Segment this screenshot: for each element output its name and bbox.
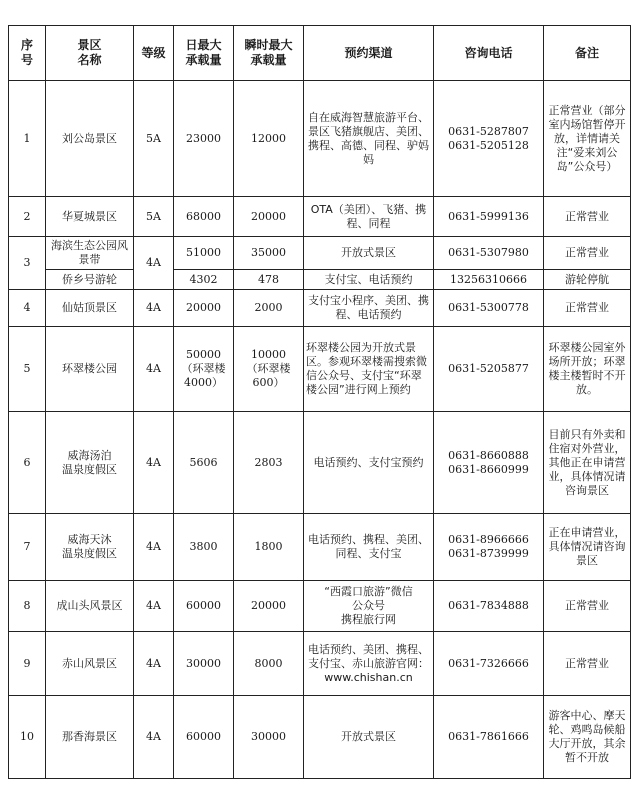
cell-booking: 支付宝小程序、美团、携程、电话预约 [304,290,434,327]
cell-phone: 13256310666 [434,270,544,290]
cell-grade: 4A [134,696,174,779]
cell-booking: OTA（美团）、飞猪、携程、同程 [304,197,434,237]
cell-name: 那香海景区 [46,696,134,779]
cell-name: 赤山风景区 [46,632,134,696]
cell-seq: 8 [9,581,46,632]
cell-grade: 4A [134,412,174,514]
cell-remark: 环翠楼公园室外场所开放；环翠楼主楼暂时不开放。 [544,327,631,412]
cell-name: 华夏城景区 [46,197,134,237]
header-grade: 等级 [134,26,174,81]
table-row [9,514,631,581]
header-seq: 序 号 [9,26,46,81]
cell-seq: 7 [9,514,46,581]
cell-phone: 0631-5999136 [434,197,544,237]
cell-name: 环翠楼公园 [46,327,134,412]
cell-remark: 正在申请营业，具体情况请咨询景区 [544,514,631,581]
cell-booking: 电话预约、支付宝预约 [304,412,434,514]
cell-daily: 30000 [174,632,234,696]
cell-daily: 60000 [174,696,234,779]
cell-grade: 4A [134,237,174,290]
header-daily-max: 日最大 承载量 [174,26,234,81]
cell-booking: 环翠楼公园为开放式景区。参观环翠楼需搜索微信公众号、支付宝“环翠楼公园”进行网上预约 [304,327,434,412]
cell-instant: 2803 [234,412,304,514]
cell-phone: 0631-7861666 [434,696,544,779]
cell-instant: 2000 [234,290,304,327]
cell-name: 刘公岛景区 [46,81,134,197]
booking-url: www.chishan.cn [324,670,413,684]
cell-seq: 9 [9,632,46,696]
cell-booking: 自在威海智慧旅游平台、景区飞猪旗舰店、美团、携程、高德、同程、驴妈妈 [304,81,434,197]
table-row [9,237,631,270]
cell-daily: 23000 [174,81,234,197]
table-row [9,581,631,632]
cell-daily: 51000 [174,237,234,270]
cell-phone: 0631-7326666 [434,632,544,696]
header-instant-max: 瞬时最大 承载量 [234,26,304,81]
cell-daily: 50000 （环翠楼 4000） [174,327,234,412]
cell-name: 成山头风景区 [46,581,134,632]
cell-seq: 10 [9,696,46,779]
cell-daily: 60000 [174,581,234,632]
cell-remark: 正常营业 [544,632,631,696]
cell-remark: 游轮停航 [544,270,631,290]
cell-name: 仙姑顶景区 [46,290,134,327]
cell-instant: 478 [234,270,304,290]
cell-grade: 4A [134,290,174,327]
cell-remark: 正常营业 [544,197,631,237]
header-name: 景区 名称 [46,26,134,81]
cell-instant: 10000 （环翠楼 600） [234,327,304,412]
table-row [9,696,631,779]
cell-phone: 0631-8660888 0631-8660999 [434,412,544,514]
table-row [9,270,631,290]
cell-grade: 4A [134,514,174,581]
cell-phone: 0631-5205877 [434,327,544,412]
cell-seq: 2 [9,197,46,237]
cell-grade: 4A [134,632,174,696]
cell-seq: 6 [9,412,46,514]
table-row [9,632,631,696]
cell-name: 威海汤泊 温泉度假区 [46,412,134,514]
table-row [9,81,631,197]
cell-remark: 正常营业 [544,290,631,327]
cell-phone: 0631-5300778 [434,290,544,327]
cell-phone: 0631-5307980 [434,237,544,270]
table-row [9,327,631,412]
cell-grade: 5A [134,197,174,237]
cell-grade: 4A [134,327,174,412]
cell-remark: 正常营业 [544,581,631,632]
cell-booking: 支付宝、电话预约 [304,270,434,290]
cell-seq: 3 [9,237,46,290]
cell-daily: 4302 [174,270,234,290]
cell-phone: 0631-7834888 [434,581,544,632]
cell-grade: 4A [134,581,174,632]
cell-instant: 20000 [234,197,304,237]
cell-booking: 开放式景区 [304,696,434,779]
cell-phone: 0631-5287807 0631-5205128 [434,81,544,197]
cell-instant: 1800 [234,514,304,581]
header-row [9,26,631,81]
header-phone: 咨询电话 [434,26,544,81]
cell-daily: 20000 [174,290,234,327]
booking-text: 电话预约、美团、携程、支付宝、赤山旅游官网： [308,642,429,670]
table-row [9,290,631,327]
cell-booking: 开放式景区 [304,237,434,270]
table-row [9,412,631,514]
cell-phone: 0631-8966666 0631-8739999 [434,514,544,581]
cell-daily: 3800 [174,514,234,581]
cell-name: 侨乡号游轮 [46,270,134,290]
cell-booking [304,632,434,696]
cell-seq: 5 [9,327,46,412]
cell-remark: 游客中心、摩天轮、鸡鸣岛候船大厅开放，其余暂不开放 [544,696,631,779]
cell-booking: 电话预约、携程、美团、同程、支付宝 [304,514,434,581]
header-remark: 备注 [544,26,631,81]
cell-daily: 5606 [174,412,234,514]
cell-grade: 5A [134,81,174,197]
cell-instant: 35000 [234,237,304,270]
table-row [9,197,631,237]
cell-remark: 正常营业 [544,237,631,270]
scenic-area-table [8,25,631,779]
cell-remark: 目前只有外卖和住宿对外营业，其他正在申请营业，具体情况请咨询景区 [544,412,631,514]
cell-name: 海滨生态公园风景带 [46,237,134,270]
cell-instant: 30000 [234,696,304,779]
cell-seq: 4 [9,290,46,327]
cell-instant: 20000 [234,581,304,632]
header-booking: 预约渠道 [304,26,434,81]
cell-seq: 1 [9,81,46,197]
cell-booking: “西霞口旅游”微信 公众号 携程旅行网 [304,581,434,632]
cell-name: 威海天沐 温泉度假区 [46,514,134,581]
cell-remark: 正常营业（部分室内场馆暂停开放，详情请关注“爱来刘公岛”公众号） [544,81,631,197]
cell-instant: 12000 [234,81,304,197]
cell-daily: 68000 [174,197,234,237]
cell-instant: 8000 [234,632,304,696]
